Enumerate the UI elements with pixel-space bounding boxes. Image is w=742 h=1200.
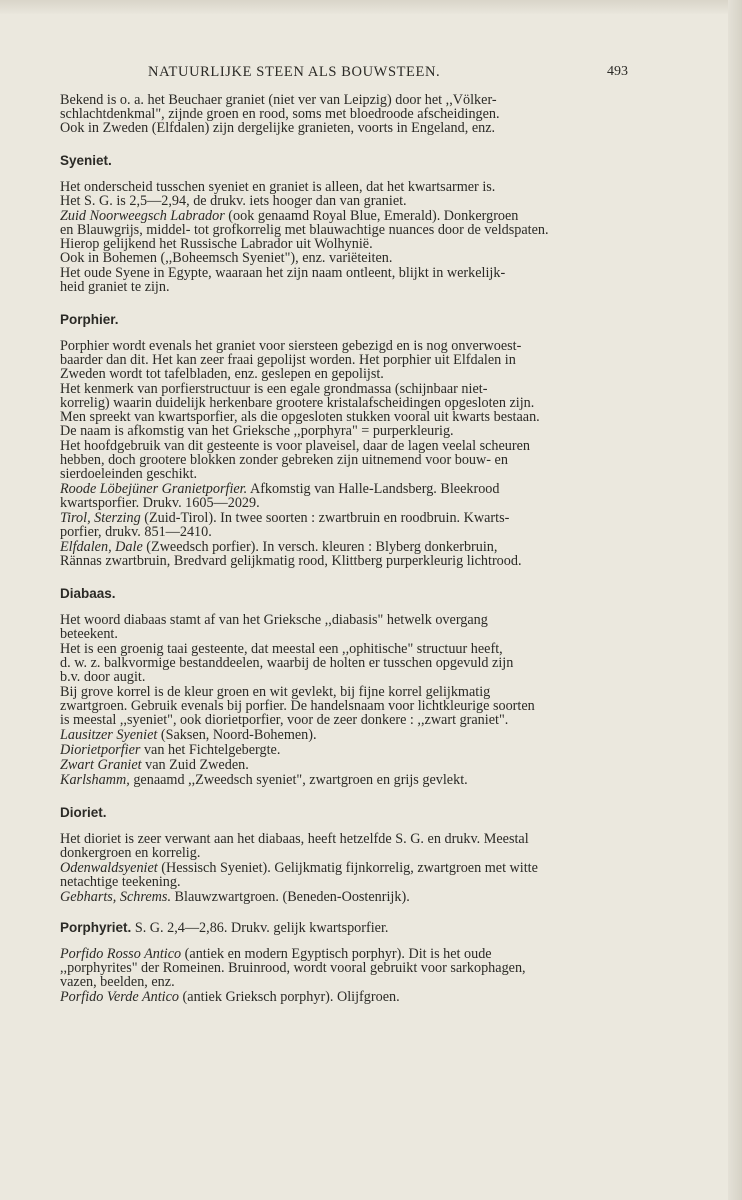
stone-name: Diorietporfier <box>60 743 141 757</box>
text-line: vazen, beelden, enz. <box>60 975 175 989</box>
diabaas-entry-zwart-graniet <box>60 758 628 772</box>
stone-description: van Zuid Zweden. <box>141 758 249 772</box>
text-line: Ook in Zweden (Elfdalen) zijn dergelijke granieten, voorts in Engeland, enz. <box>60 121 496 135</box>
dioriet-paragraph-1 <box>60 832 628 860</box>
text-line: baarder dan dit. Het kan zeer fraai gepolijst worden. Het porphier uit Elfdalen in <box>60 353 516 367</box>
porphier-entry-tirol <box>60 511 628 539</box>
syeniet-paragraph-1 <box>60 180 628 208</box>
stone-description: (Hessisch Syeniet). Gelijkmatig fijnkorrelig, zwartgroen met witte <box>157 861 538 875</box>
stone-description: (antiek en modern Egyptisch porphyr). Dit is het oude <box>181 947 492 961</box>
porphier-paragraph-2 <box>60 382 628 438</box>
stone-description: (Zweedsch porfier). In versch. kleuren : Blyberg donkerbruin, <box>142 540 498 554</box>
porphyriet-properties: S. G. 2,4—2,86. Drukv. gelijk kwartsporfier. <box>131 921 389 935</box>
porphyriet-entry-rosso <box>60 947 628 989</box>
text-line: Het S. G. is 2,5—2,94, de drukv. iets hooger dan van graniet. <box>60 194 407 208</box>
text-line: heid graniet te zijn. <box>60 280 170 294</box>
section-heading-porphier: Porphier. <box>60 312 119 327</box>
diabaas-entry-lausitzer <box>60 728 628 742</box>
diabaas-paragraph-3 <box>60 685 628 727</box>
diabaas-entry-karlshamm <box>60 773 628 787</box>
stone-name: Porfido Verde Antico <box>60 990 179 1004</box>
stone-name: Karlshamm, <box>60 773 130 787</box>
text-line: donkergroen en korrelig. <box>60 846 201 860</box>
text-line <box>60 758 628 772</box>
text-line: is meestal ,,syeniet", ook diorietporfier, voor de zeer donkere : ,,zwart graniet". <box>60 713 509 727</box>
text-line: ,,porphyrites" der Romeinen. Bruinrood, wordt vooral gebruikt voor sarkophagen, <box>60 961 526 975</box>
text-line: porfier, drukv. 851—2410. <box>60 525 212 539</box>
text-line: Rännas zwartbruin, Bredvard gelijkmatig rood, Klittberg purperkleurig lichtrood. <box>60 554 522 568</box>
text-line: Ook in Bohemen (,,Boheemsch Syeniet"), enz. variëteiten. <box>60 251 393 265</box>
stone-name: Lausitzer Syeniet <box>60 728 158 742</box>
stone-description: genaamd ,,Zweedsch syeniet", zwartgroen en grijs gevlekt. <box>129 773 468 787</box>
dioriet-entry-odenwald <box>60 861 628 889</box>
text-line <box>60 921 628 935</box>
text-line <box>60 890 628 904</box>
stone-name: Zuid Noorweegsch Labrador <box>60 209 225 223</box>
text-line: en Blauwgrijs, middel- tot grofkorrelig met blauwachtige nuances door de veldspaten. <box>60 223 549 237</box>
stone-description: (Zuid-Tirol). In twee soorten : zwartbruin en roodbruin. Kwarts- <box>140 511 510 525</box>
text-line: hebben, doch grootere blokken zonder gebreken zijn uitnemend voor bouw- en <box>60 453 508 467</box>
text-line <box>60 773 628 787</box>
text-line: Het hoofdgebruik van dit gesteente is voor plaveisel, daar de lagen veelal scheuren <box>60 439 530 453</box>
intro-paragraph <box>60 93 628 135</box>
porphyriet-heading-line <box>60 921 628 935</box>
stone-description: Afkomstig van Halle-Landsberg. Bleekrood <box>247 482 500 496</box>
syeniet-paragraph-3 <box>60 266 628 294</box>
text-line <box>60 990 628 1004</box>
diabaas-paragraph-2 <box>60 642 628 684</box>
text-line: sierdoeleinden geschikt. <box>60 467 198 481</box>
dioriet-entry-gebharts <box>60 890 628 904</box>
text-line: kwartsporfier. Drukv. 1605—2029. <box>60 496 260 510</box>
text-line: De naam is afkomstig van het Grieksche ,,porphyra" = purperkleurig. <box>60 424 454 438</box>
text-line: zwartgroen. Gebruik evenals bij porfier. De handelsnaam voor lichtkleurige soorten <box>60 699 535 713</box>
text-line: Hierop gelijkend het Russische Labrador uit Wolhynië. <box>60 237 373 251</box>
text-line: netachtige teekening. <box>60 875 181 889</box>
text-line: d. w. z. balkvormige bestanddeelen, waarbij de holten er tusschen opgevuld zijn <box>60 656 514 670</box>
syeniet-paragraph-2 <box>60 209 628 265</box>
stone-name: Odenwaldsyeniet <box>60 861 158 875</box>
stone-name: Roode Löbejüner Granietporfier. <box>60 482 248 496</box>
text-line <box>60 540 628 554</box>
section-heading-syeniet: Syeniet. <box>60 153 112 168</box>
porphier-entry-roode <box>60 482 628 510</box>
stone-name: Gebharts, Schrems. <box>60 890 171 904</box>
stone-name: Zwart Graniet <box>60 758 142 772</box>
text-line <box>60 743 628 757</box>
text-line: Het onderscheid tusschen syeniet en graniet is alleen, dat het kwartsarmer is. <box>60 180 496 194</box>
stone-description: (ook genaamd Royal Blue, Emerald). Donkergroen <box>224 209 519 223</box>
stone-description: (Saksen, Noord-Bohemen). <box>157 728 317 742</box>
text-line: Men spreekt van kwartsporfier, als die opgesloten stukken vooral uit kwarts bestaan. <box>60 410 540 424</box>
text-line: beteekent. <box>60 627 118 641</box>
text-line <box>60 947 628 961</box>
stone-description: Blauwzwartgroen. (Beneden-Oostenrijk). <box>171 890 410 904</box>
text-line: Het kenmerk van porfierstructuur is een egale grondmassa (schijnbaar niet- <box>60 382 488 396</box>
text-line: Het is een groenig taai gesteente, dat meestal een ,,ophitische" structuur heeft, <box>60 642 503 656</box>
running-header <box>60 64 628 84</box>
porphier-paragraph-1 <box>60 339 628 381</box>
text-line: Het dioriet is zeer verwant aan het diabaas, heeft hetzelfde S. G. en drukv. Meestal <box>60 832 529 846</box>
text-line: Het oude Syene in Egypte, waaraan het zijn naam ontleent, blijkt in werkelijk- <box>60 266 506 280</box>
text-line: Porphier wordt evenals het graniet voor siersteen gebezigd en is nog onverwoest- <box>60 339 522 353</box>
porphyriet-entry-verde <box>60 990 628 1004</box>
page-top-edge <box>0 0 742 14</box>
text-line: korrelig) waarin duidelijk herkenbare grootere kristalafscheidingen opgesloten zijn. <box>60 396 535 410</box>
text-line: Zweden wordt tot tafelbladen, enz. geslepen en gepolijst. <box>60 367 384 381</box>
page-body <box>60 93 628 1005</box>
page-number: 493 <box>607 64 628 79</box>
porphier-entry-elfdalen <box>60 540 628 568</box>
running-title: NATUURLIJKE STEEN ALS BOUWSTEEN. <box>148 64 441 80</box>
stone-description: (antiek Grieksch porphyr). Olijfgroen. <box>179 990 400 1004</box>
text-line: Bekend is o. a. het Beuchaer graniet (niet ver van Leipzig) door het ,,Völker- <box>60 93 497 107</box>
stone-name: Tirol, Sterzing <box>60 511 141 525</box>
section-heading-dioriet: Dioriet. <box>60 805 107 820</box>
text-line: b.v. door augit. <box>60 670 146 684</box>
stone-name: Elfdalen, Dale <box>60 540 143 554</box>
text-line <box>60 728 628 742</box>
text-line <box>60 861 628 875</box>
porphier-paragraph-3 <box>60 439 628 481</box>
stone-description: van het Fichtelgebergte. <box>140 743 281 757</box>
text-line: Bij grove korrel is de kleur groen en wit gevlekt, bij fijne korrel gelijkmatig <box>60 685 491 699</box>
section-heading-porphyriet: Porphyriet. <box>60 921 132 935</box>
text-line <box>60 511 628 525</box>
diabaas-entry-diorietporfier <box>60 743 628 757</box>
page-right-edge <box>728 0 742 1200</box>
text-line <box>60 482 628 496</box>
text-line: schlachtdenkmal", zijnde groen en rood, soms met bloedroode afscheidingen. <box>60 107 500 121</box>
stone-name: Porfido Rosso Antico <box>60 947 182 961</box>
text-line <box>60 209 628 223</box>
section-heading-diabaas: Diabaas. <box>60 586 116 601</box>
diabaas-paragraph-1 <box>60 613 628 641</box>
text-line: Het woord diabaas stamt af van het Grieksche ,,diabasis" hetwelk overgang <box>60 613 488 627</box>
